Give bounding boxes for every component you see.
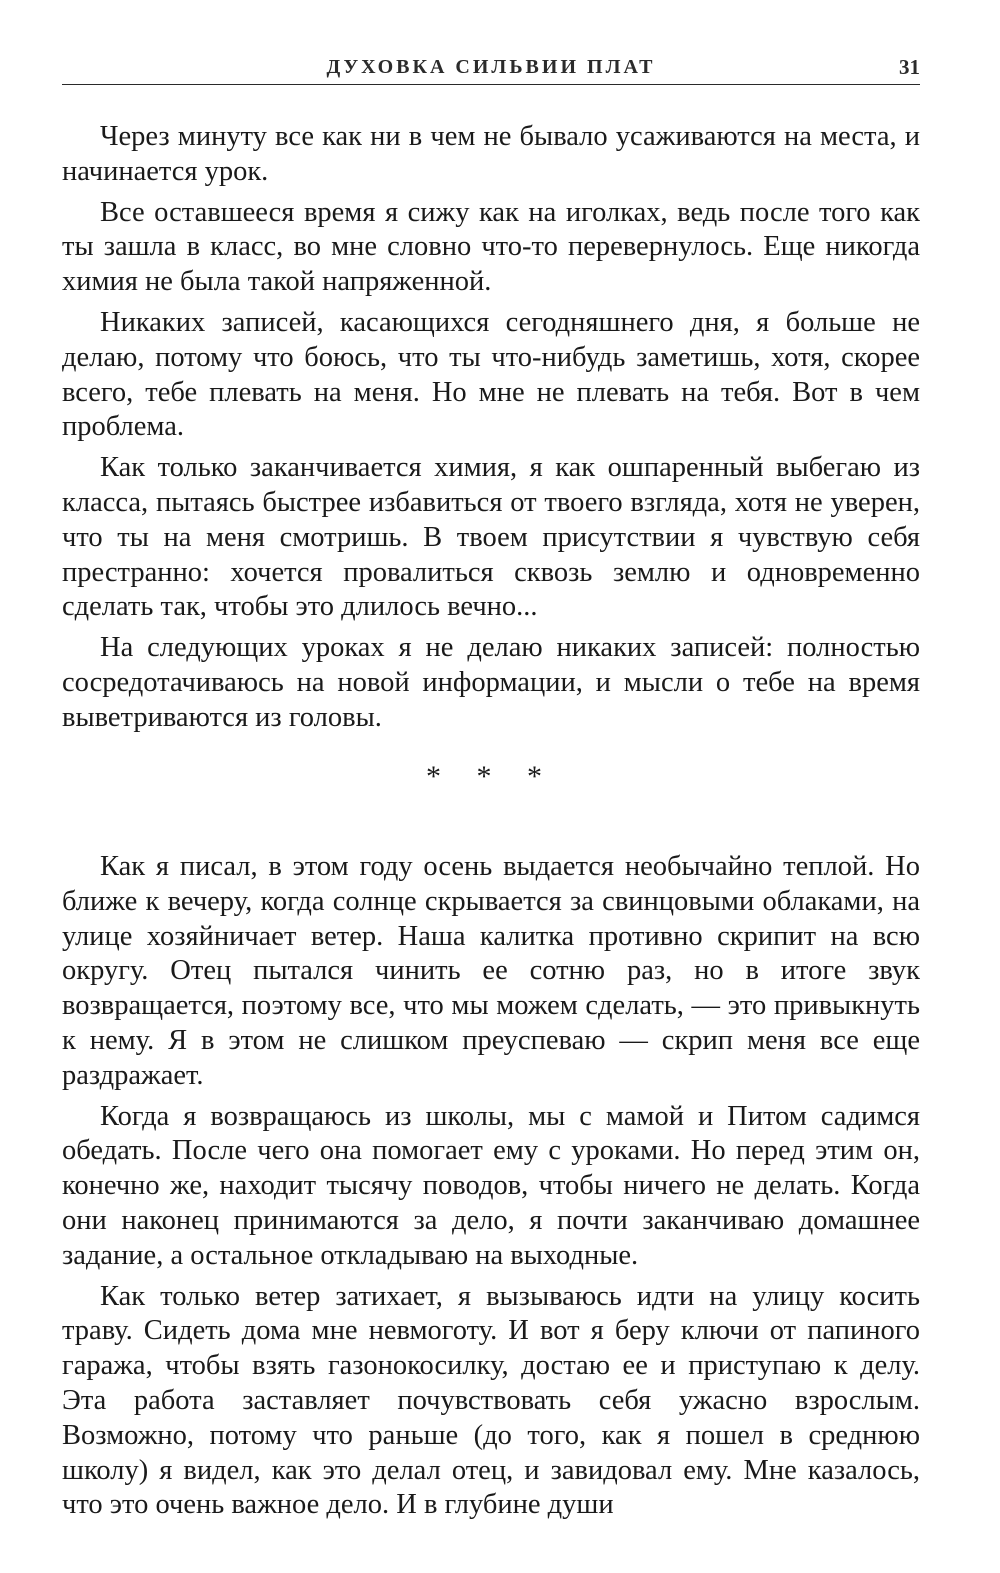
paragraph: На следующих уроках я не делаю никаких записей: полностью сосредотачиваюсь на новой информации, и мысли о тебе на время выветриваются из головы. [62,632,920,733]
text-block-after-break [62,850,920,1529]
paragraph: Никаких записей, касающихся сегодняшнего дня, я больше не делаю, потому что боюсь, что ты что-нибудь заметишь, хотя, скорее всего, тебе плевать на меня. Но мне не плевать на тебя. Вот в чем проблема. [62,306,920,443]
paragraph: Как только ветер затихает, я вызываюсь идти на улицу косить траву. Сидеть дома мне невмоготу. И вот я беру ключи от папиного гаража, чтобы взять газонокосилку, достаю ее и приступаю к делу. Эта работа заставляет почувствовать себя ужасно взрослым. Возможно, потому что раньше (до того, как я пошел в среднюю школу) я видел, как это делал отец, и завидовал ему. Мне казалось, что это очень важное дело. И в глубине души [62,1280,920,1521]
running-title: ДУХОВКА СИЛЬВИИ ПЛАТ [326,56,656,78]
paragraph: Когда я возвращаюсь из школы, мы с мамой и Питом садимся обедать. После чего она помогает ему с уроками. Но перед этим он, конечно же, находит тысячу поводов, чтобы ничего не делать. Когда они наконец принимаются за дело, я почти заканчиваю домашнее задание, а остальное откладываю на выходные. [62,1100,920,1271]
running-header [62,46,920,85]
page-number: 31 [899,55,920,79]
paragraph: Как я писал, в этом году осень выдается необычайно теплой. Но ближе к вечеру, когда солнце скрывается за свинцовыми облаками, на улице хозяйничает ветер. Наша калитка противно скрипит на всю округу. Отец пытался чинить ее сотню раз, но в итоге звук возвращается, поэтому все, что мы можем сделать, — это привыкнуть к нему. Я в этом не слишком преуспеваю — скрип меня все еще раздражает. [62,851,920,1091]
scene-break-asterisks: * * * [426,760,556,793]
paragraph: Через минуту все как ни в чем не бывало усаживаются на места, и начинается урок. [62,121,920,187]
paragraph: Как только заканчивается химия, я как ошпаренный выбегаю из класса, пытаясь быстрее избавиться от твоего взгляда, хотя не уверен, что ты на меня смотришь. В твоем присутствии я чувствую себя престранно: хочется провалиться сквозь землю и одновременно сделать так, чтобы это длилось вечно... [62,452,920,623]
paragraph: Все оставшееся время я сижу как на иголках, ведь после того как ты зашла в класс, во мне словно что-то перевернулось. Еще никогда химия не была такой напряженной. [62,196,920,298]
text-block-before-break [62,120,920,742]
